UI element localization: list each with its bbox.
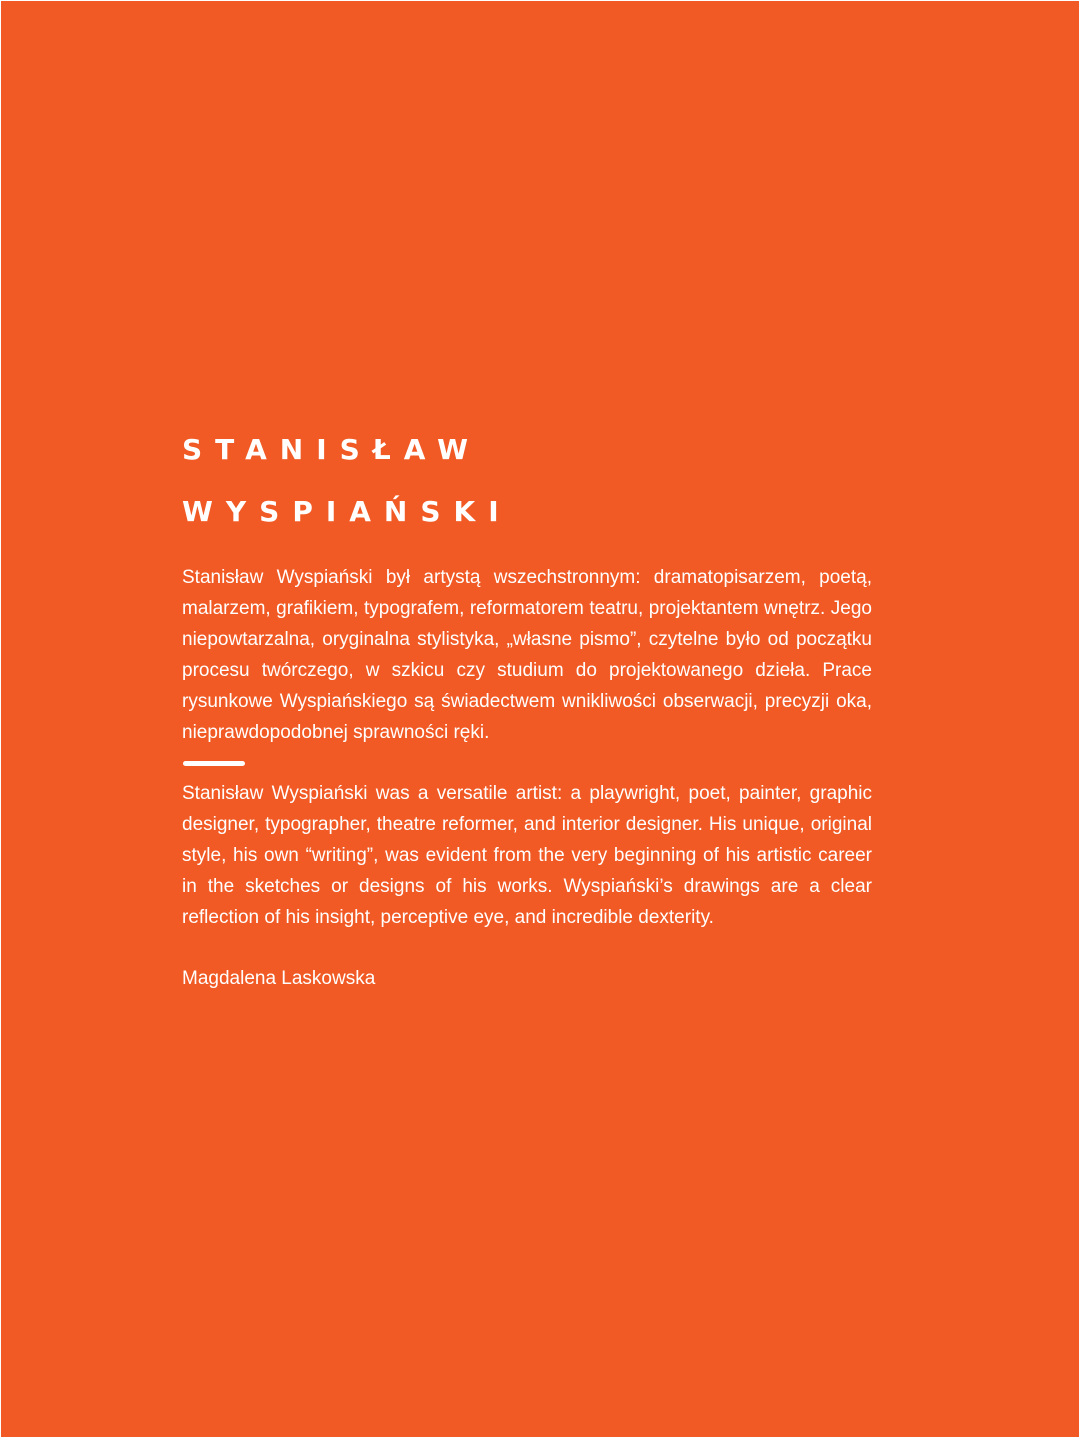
author-name: Magdalena Laskowska [182,968,376,989]
divider [183,761,245,766]
page [1,1,1079,1437]
english-paragraph: Stanisław Wyspiański was a versatile artist: a playwright, poet, painter, graphic designer, typographer, theatre reformer, and interior designer. His unique, original style, his own “writing”, was evident from the very beginning of his artistic career in the sketches or designs of his works. Wyspiański’s drawings are a clear reflection of his insight, perceptive eye, and incredible dexterity. [182,783,872,928]
title-line-1: STANISŁAW [182,433,482,466]
title-line-2: WYSPIAŃSKI [182,495,512,528]
polish-paragraph: Stanisław Wyspiański był artystą wszechstronnym: dramatopisarzem, poetą, malarzem, grafikiem, typografem, reformatorem teatru, projektantem wnętrz. Jego niepowtarzalna, oryginalna stylistyka, „własne pismo”, czytelne było od początku procesu twórczego, w szkicu czy studium do projektowanego dzieła. Prace rysunkowe Wyspiańskiego są świadectwem wnikliwości obserwacji, precyzji oka, nieprawdopodobnej sprawności ręki. [182,567,872,743]
